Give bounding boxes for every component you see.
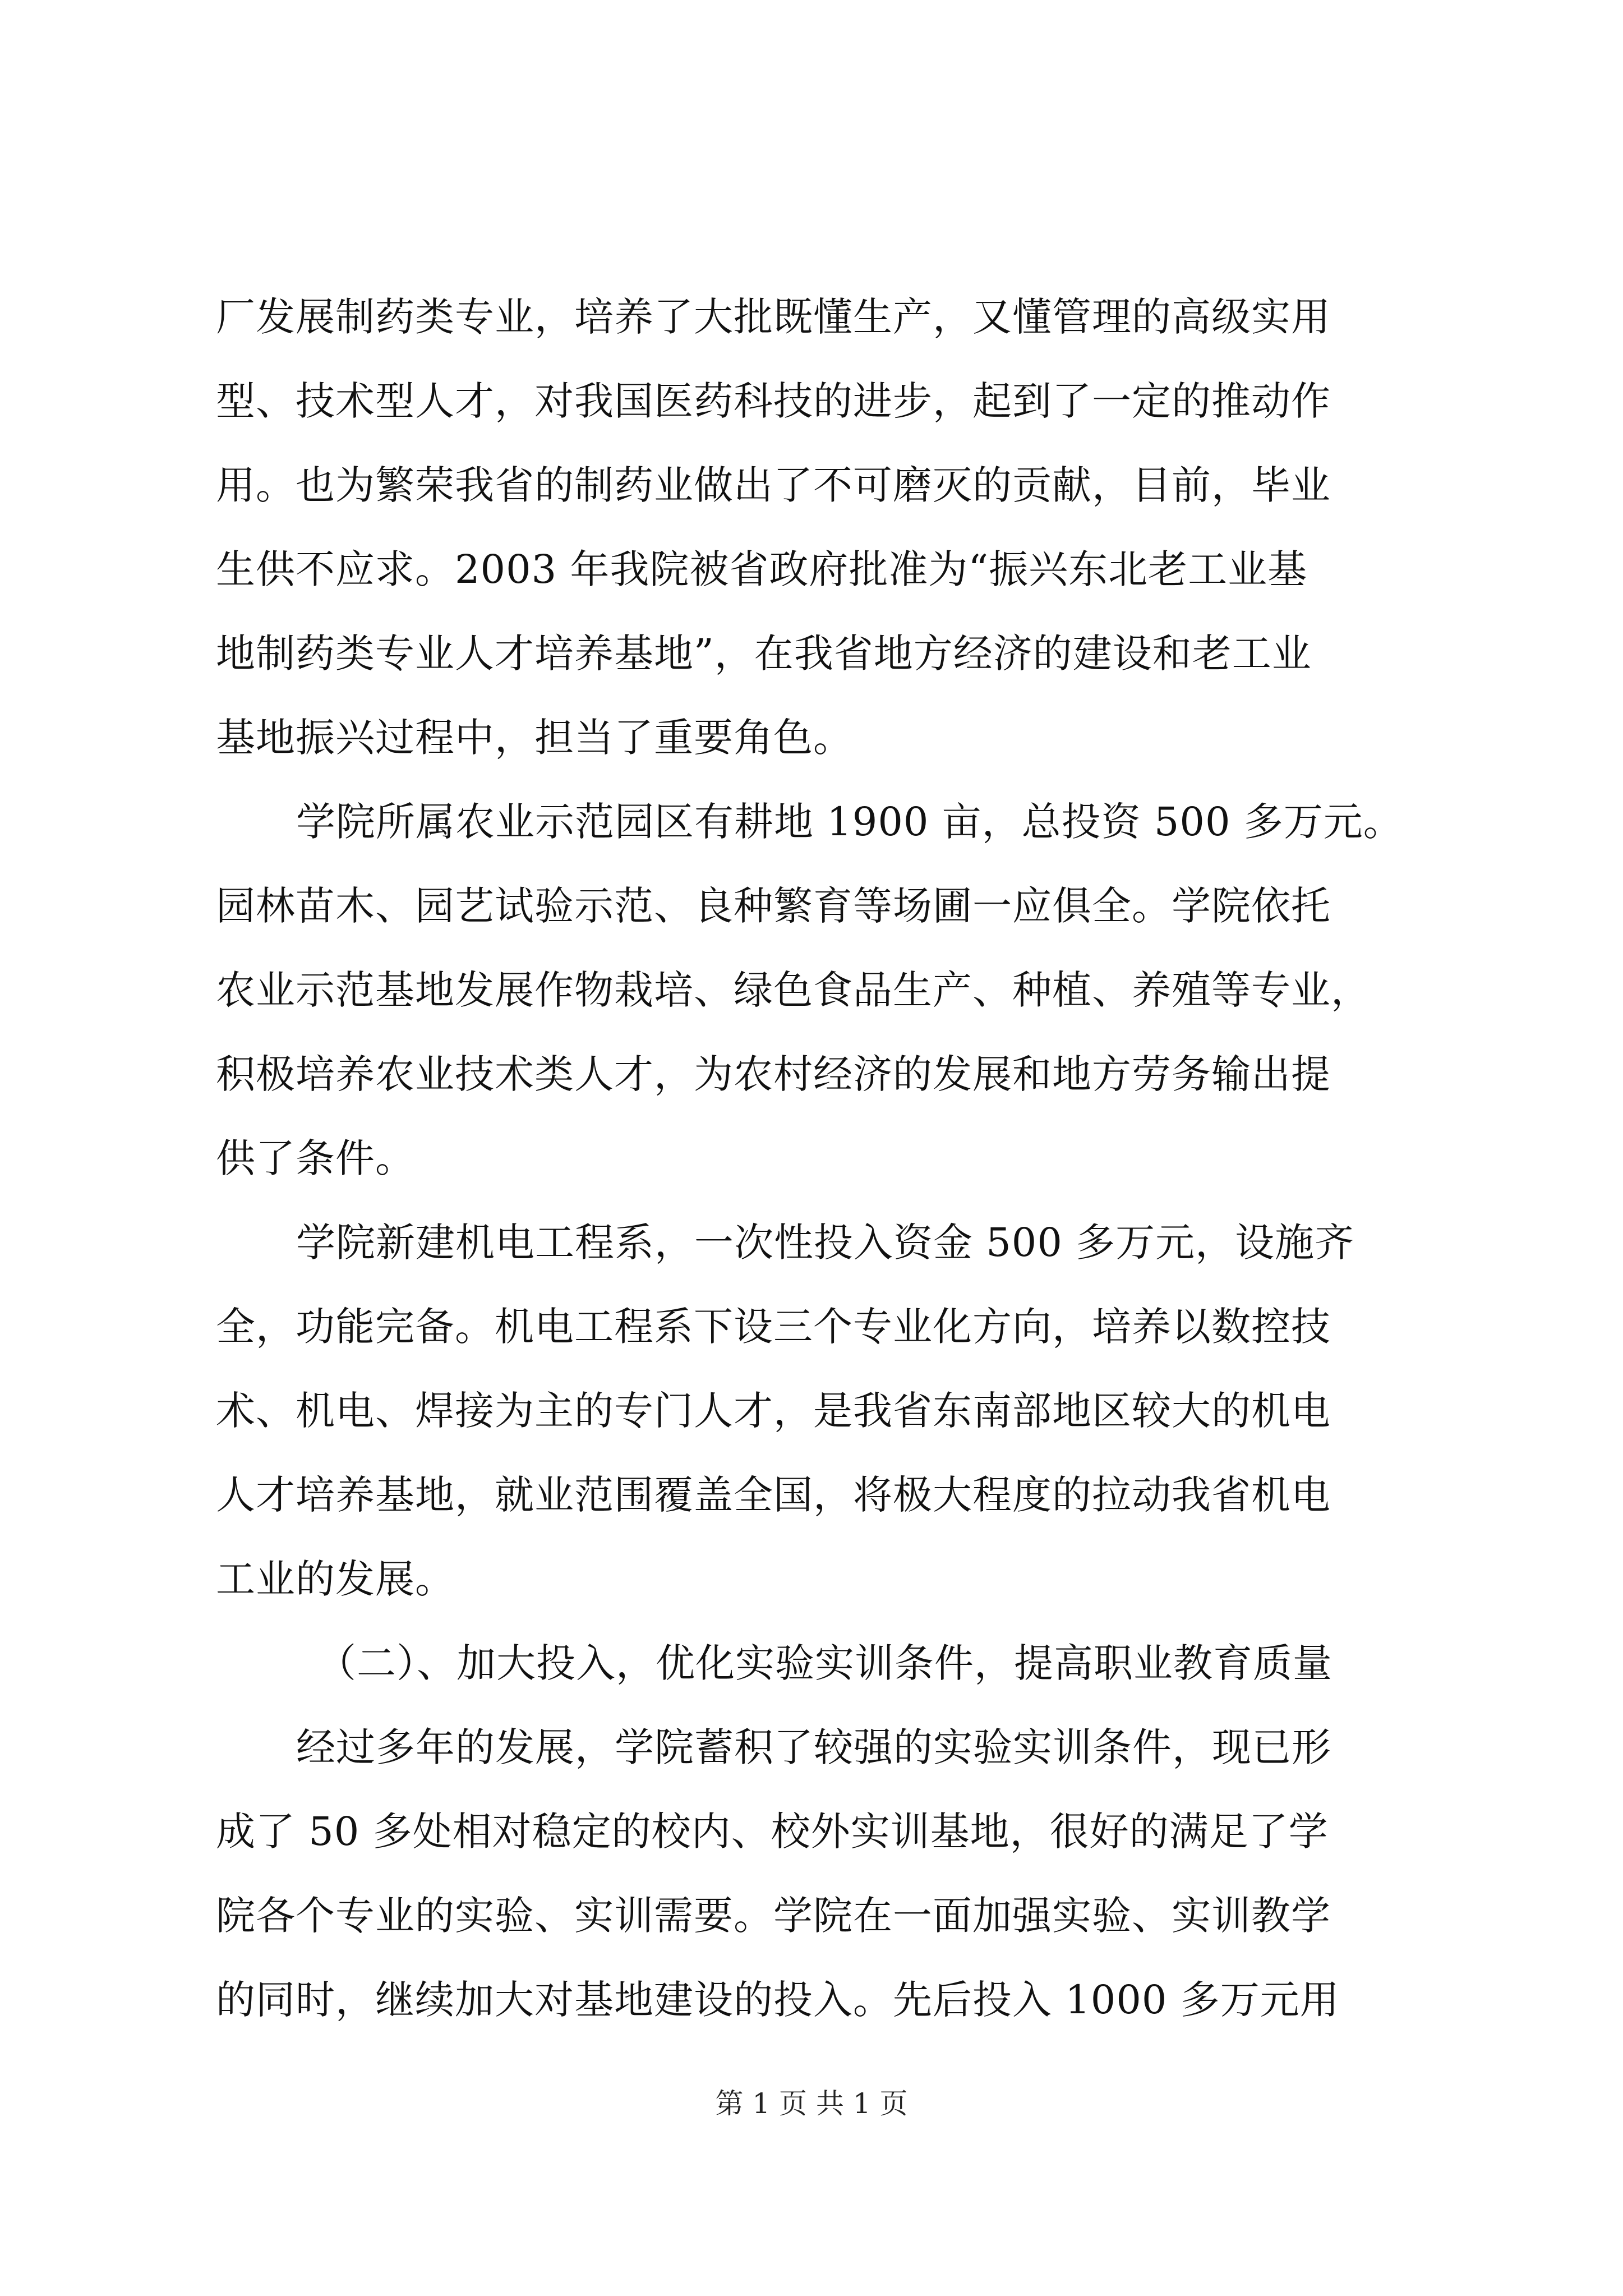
text-line: 术、机电、焊接为主的专门人才，是我省东南部地区较大的机电 [216, 1388, 1331, 1434]
text-line: 人才培养基地，就业范围覆盖全国，将极大程度的拉动我省机电 [216, 1472, 1331, 1518]
text-line: 用。也为繁荣我省的制药业做出了不可磨灭的贡献，目前，毕业 [216, 462, 1331, 508]
paragraph-start-line: 学院所属农业示范园区有耕地 1900 亩，总投资 500 多万元。 [296, 799, 1403, 845]
section-heading: （二）、加大投入，优化实验实训条件，提高职业教育质量 [317, 1640, 1332, 1686]
paragraph-start-line: 经过多年的发展，学院蓄积了较强的实验实训条件，现已形 [296, 1724, 1331, 1770]
text-line: 院各个专业的实验、实训需要。学院在一面加强实验、实训教学 [216, 1893, 1331, 1939]
text-line: 厂发展制药类专业，培养了大批既懂生产，又懂管理的高级实用 [216, 294, 1331, 340]
text-line: 地制药类专业人才培养基地”，在我省地方经济的建设和老工业 [216, 631, 1312, 677]
page-footer [0, 2084, 1623, 2123]
text-line: 生供不应求。2003 年我院被省政府批准为“振兴东北老工业基 [216, 546, 1308, 592]
text-line: 成了 50 多处相对稳定的校内、校外实训基地，很好的满足了学 [216, 1809, 1329, 1855]
text-line: 供了条件。 [216, 1135, 415, 1181]
text-line: 的同时，继续加大对基地建设的投入。先后投入 1000 多万元用 [216, 1977, 1340, 2023]
text-line: 基地振兴过程中，担当了重要角色。 [216, 715, 853, 761]
text-line: 农业示范基地发展作物栽培、绿色食品生产、种植、养殖等专业， [216, 967, 1371, 1013]
text-line: 园林苗木、园艺试验示范、良种繁育等场圃一应俱全。学院依托 [216, 883, 1331, 929]
page-number-label: 第 1 页 共 1 页 [715, 2087, 908, 2120]
text-line: 积极培养农业技术类人才，为农村经济的发展和地方劳务输出提 [216, 1051, 1331, 1097]
text-line: 全，功能完备。机电工程系下设三个专业化方向，培养以数控技 [216, 1304, 1331, 1350]
document-body [216, 275, 1422, 2042]
text-line: 型、技术型人才，对我国医药科技的进步，起到了一定的推动作 [216, 378, 1331, 424]
text-line: 工业的发展。 [216, 1556, 455, 1602]
paragraph-start-line: 学院新建机电工程系，一次性投入资金 500 多万元，设施齐 [296, 1220, 1355, 1266]
